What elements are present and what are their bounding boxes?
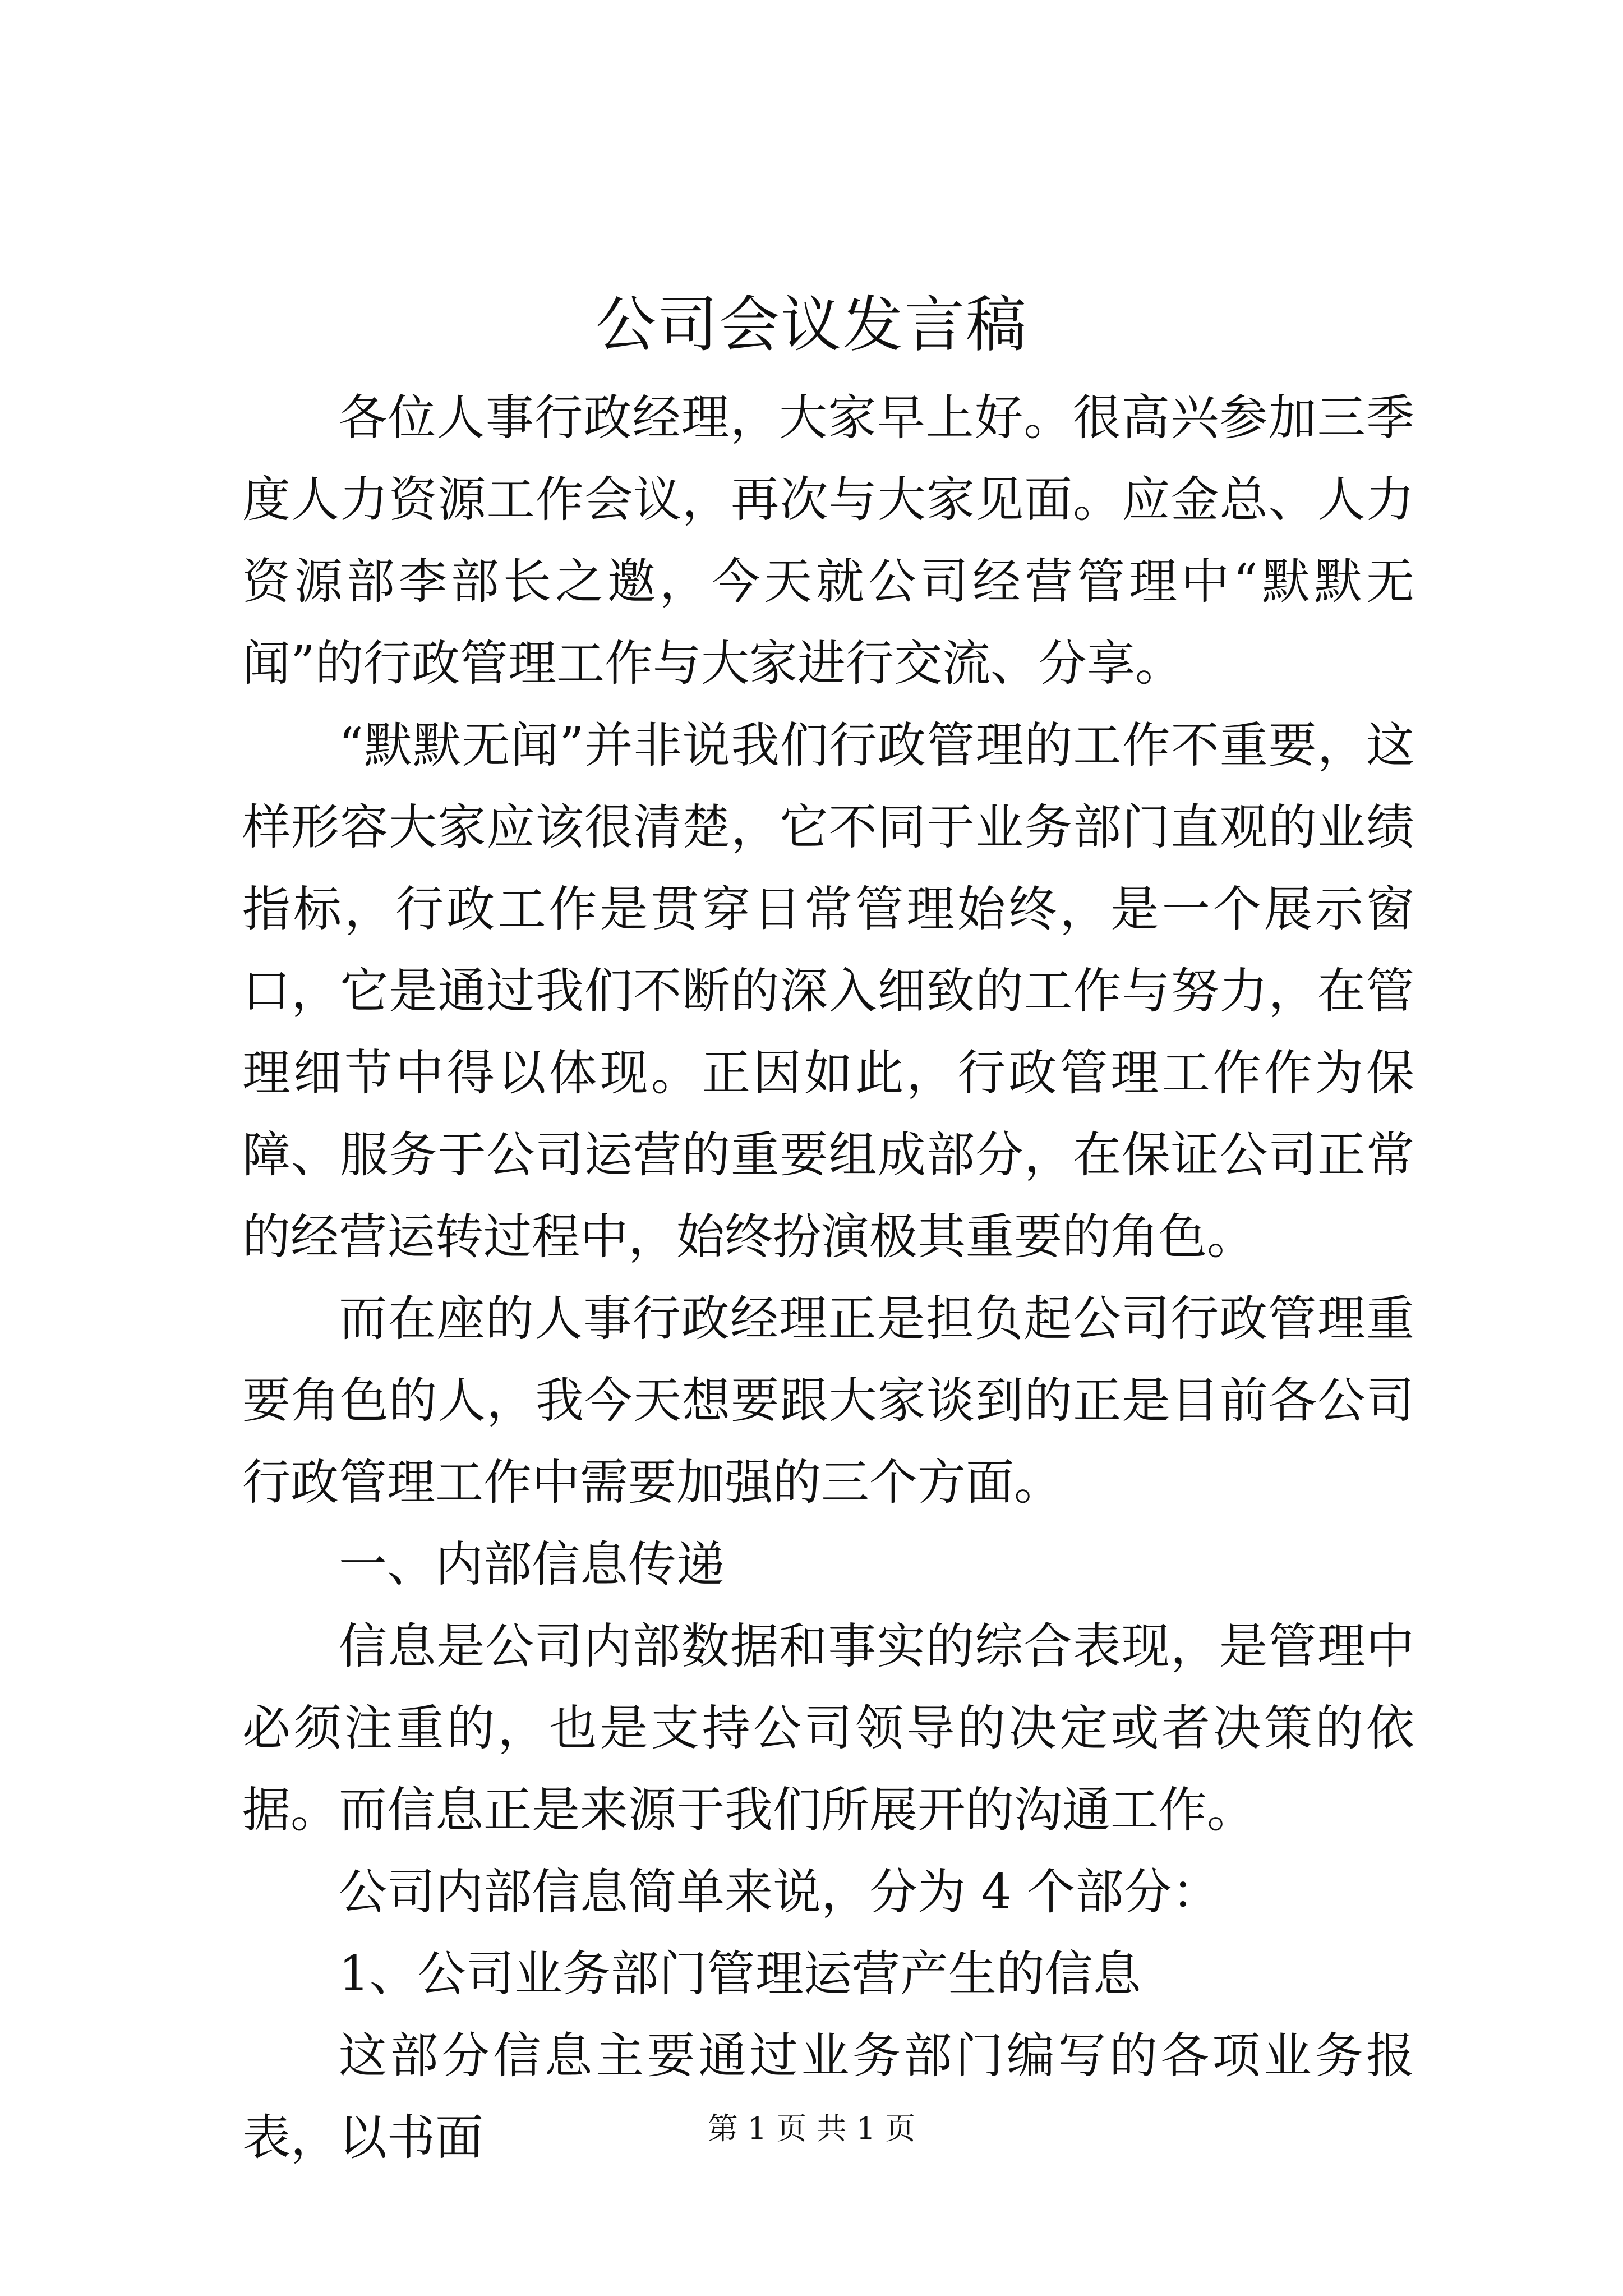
paragraph-6: 这部分信息主要通过业务部门编写的各项业务报表，以书面 (242, 2028, 1414, 2166)
document-body (242, 377, 1414, 2179)
paragraph-1: 各位人事行政经理，大家早上好。很高兴参加三季度人力资源工作会议，再次与大家见面。应金总、人力资源部李部长之邀，今天就公司经营管理中“默默无闻”的行政管理工作与大家进行交流、分享。 (242, 390, 1414, 692)
document-title: 公司会议发言稿 (595, 290, 1027, 360)
section-heading: 一、内部信息传递 (339, 1536, 725, 1593)
paragraph-2: “默默无闻”并非说我们行政管理的工作不重要，这样形容大家应该很清楚，它不同于业务部门直观的业绩指标，行政工作是贯穿日常管理始终，是一个展示窗口，它是通过我们不断的深入细致的工作与努力，在管理细节中得以体现。正因如此，行政管理工作作为保障、服务于公司运营的重要组成部分，在保证公司正常的经营运转过程中，始终扮演极其重要的角色。 (242, 717, 1414, 1265)
paragraph-3: 而在座的人事行政经理正是担负起公司行政管理重要角色的人，我今天想要跟大家谈到的正是目前各公司行政管理工作中需要加强的三个方面。 (242, 1291, 1414, 1511)
list-item-1: 1、公司业务部门管理运营产生的信息 (339, 1946, 1141, 2002)
paragraph-4: 信息是公司内部数据和事实的综合表现，是管理中必须注重的，也是支持公司领导的决定或者决策的依据。而信息正是来源于我们所展开的沟通工作。 (242, 1618, 1414, 1838)
paragraph-5: 公司内部信息简单来说，分为 4 个部分： (339, 1864, 1220, 1920)
page-footer: 第 1 页 共 1 页 (707, 2111, 916, 2146)
